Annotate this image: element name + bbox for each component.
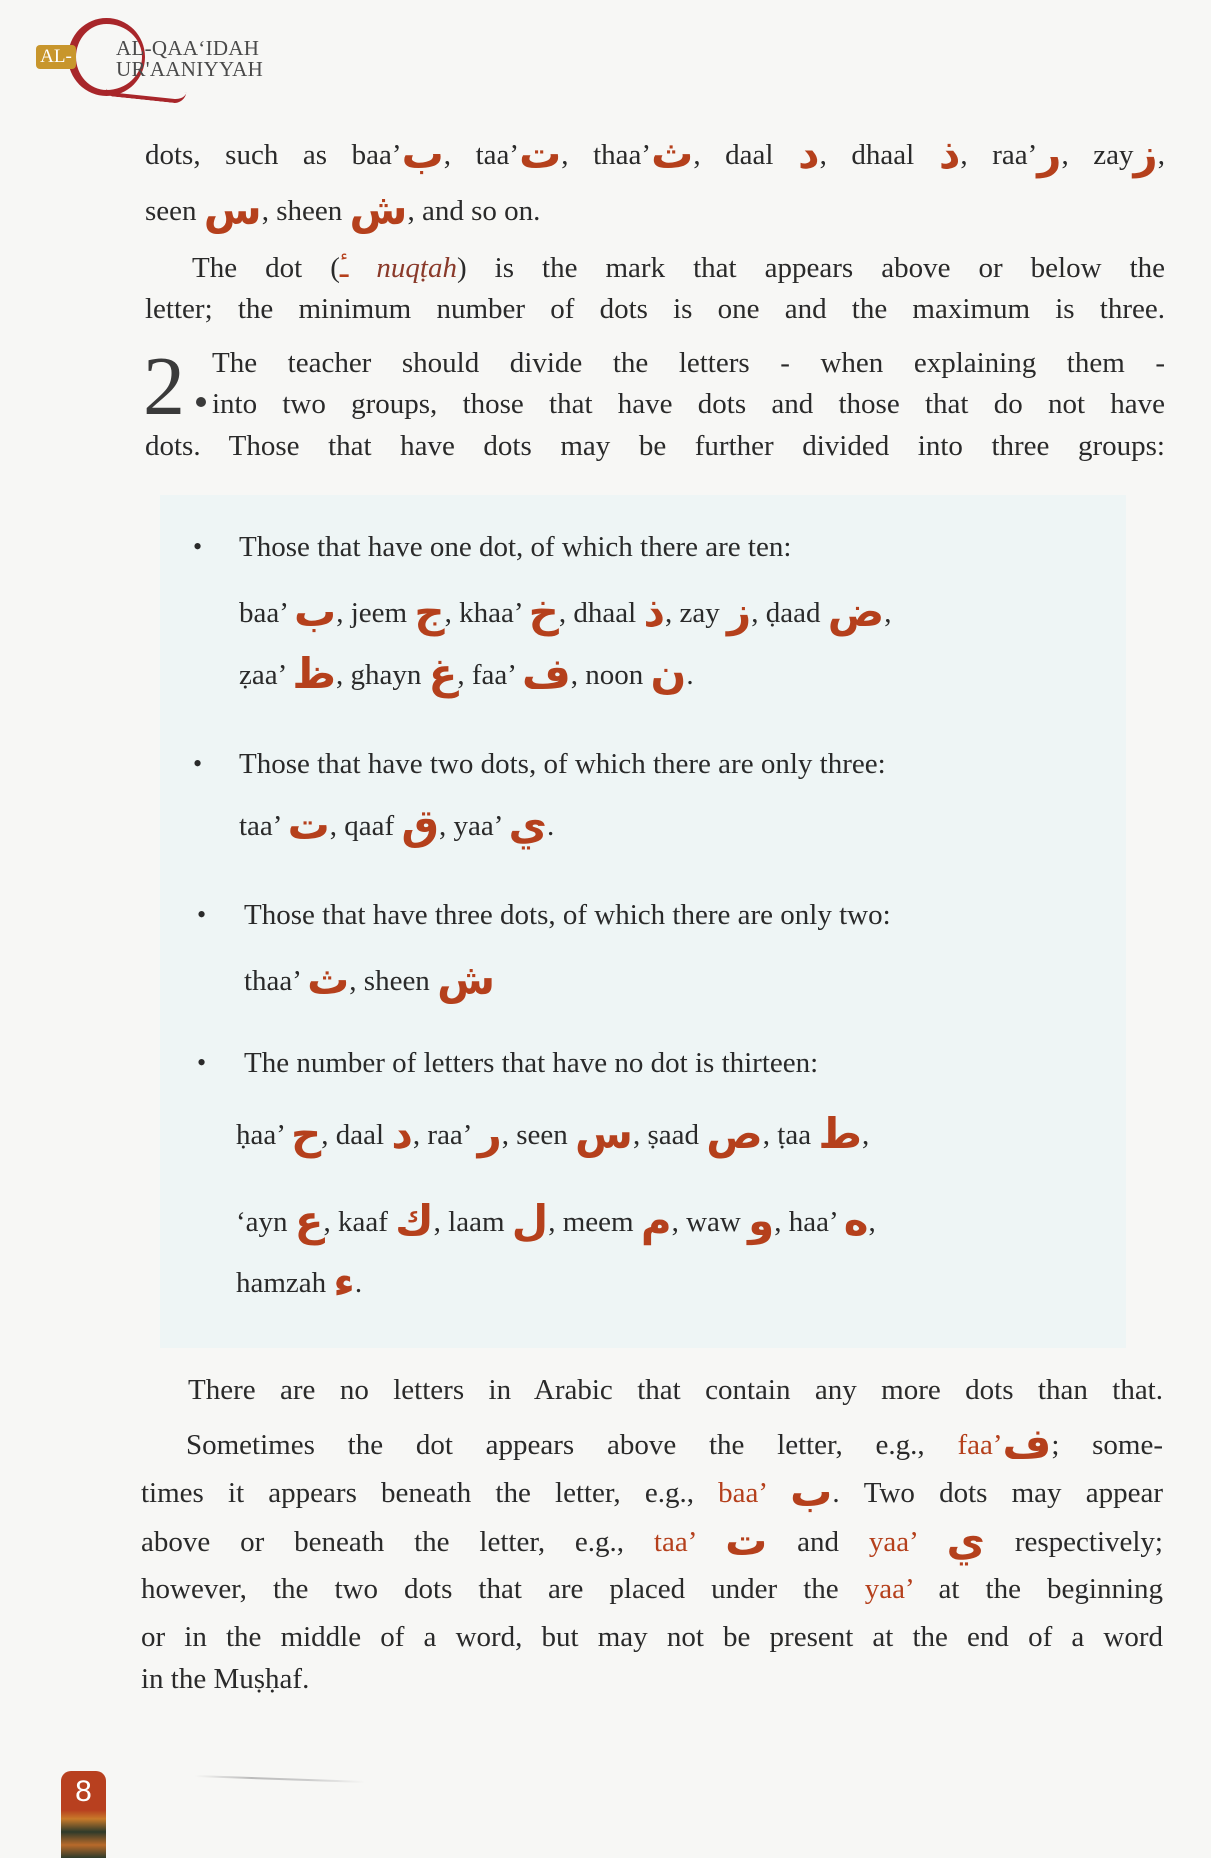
arabic-letter: س	[575, 1109, 633, 1158]
text-run: The teacher should divide the letters - when explaining them -	[212, 347, 1165, 379]
text-run: ,	[1157, 139, 1165, 171]
arabic-letter: ح	[291, 1109, 322, 1158]
text-run: hamzah	[236, 1267, 334, 1299]
arabic-letter: ت	[519, 129, 562, 178]
arabic-letter: ي	[946, 1516, 985, 1565]
group-heading	[239, 525, 791, 569]
text-run: , jeem	[336, 597, 415, 629]
arabic-letter: ق	[401, 800, 439, 849]
arabic-letter: غ	[428, 649, 458, 698]
text-run: ẓaa’	[239, 659, 293, 691]
arabic-letter: ض	[827, 587, 885, 636]
text-run: letter; the minimum number of dots is one and the maximum is three.	[145, 293, 1165, 325]
letter-line	[236, 1257, 363, 1306]
text-run: ‘ayn	[236, 1206, 295, 1238]
text-run: , sheen	[349, 965, 438, 997]
text-run: , qaaf	[329, 810, 402, 842]
arabic-letter: ت	[725, 1516, 768, 1565]
bullet: •	[197, 900, 207, 929]
text-run: , taa’	[443, 139, 520, 171]
text-run: There are no letters in Arabic that contain any more dots than that.	[188, 1374, 1163, 1406]
text-line	[141, 1615, 1163, 1659]
bullet: •	[197, 1048, 207, 1077]
text-run: . Two dots may appear	[832, 1477, 1163, 1509]
text-run: thaa’	[244, 965, 308, 997]
text-line	[192, 246, 1165, 290]
letter-line	[236, 1109, 870, 1158]
logo-title-line2: UR'AANIYYAH	[116, 57, 264, 81]
logo-title-line1: AL-QAA‘IDAH	[116, 36, 260, 60]
text-run: , and so on.	[407, 195, 541, 227]
text-line	[141, 1467, 1163, 1516]
highlighted-term: faa’	[957, 1429, 1003, 1461]
bullet: •	[193, 749, 203, 778]
arabic-letter: ش	[349, 185, 408, 234]
text-run: taa’	[239, 810, 288, 842]
arabic-letter: ز	[727, 587, 752, 636]
text-run: .	[686, 659, 694, 691]
text-run: dots. Those that have dots may be further divided into three groups:	[145, 430, 1165, 462]
decorative-line	[195, 1775, 365, 1783]
arabic-letter: ج	[414, 587, 445, 636]
logo-badge: AL-	[36, 45, 76, 69]
text-run: ; some-	[1051, 1429, 1163, 1461]
text-run: or in the middle of a word, but may not be present at the end of a word	[141, 1621, 1163, 1653]
text-run: and	[767, 1526, 869, 1558]
text-run: .	[547, 810, 555, 842]
highlighted-term: ـٔ	[339, 252, 377, 284]
arabic-letter: ء	[333, 1257, 355, 1306]
arabic-letter: ف	[1002, 1419, 1052, 1468]
text-run: , yaa’	[439, 810, 509, 842]
text-run: seen	[145, 195, 204, 227]
text-line	[145, 129, 1165, 178]
text-run: , ghayn	[336, 659, 429, 691]
highlighted-term: taa’	[653, 1526, 726, 1558]
text-run: , thaa’	[561, 139, 652, 171]
text-run: Those that have one dot, of which there are ten:	[239, 531, 792, 563]
text-run: however, the two dots that are placed under the	[141, 1573, 865, 1605]
text-run: baa’	[239, 597, 294, 629]
bullet: •	[193, 532, 203, 561]
arabic-letter: س	[203, 185, 262, 234]
arabic-letter: ز	[1133, 129, 1158, 178]
arabic-letter: ب	[401, 129, 444, 178]
arabic-letter: ذ	[643, 587, 666, 636]
arabic-letter: ط	[818, 1109, 862, 1158]
arabic-letter: ل	[511, 1196, 549, 1245]
highlighted-term: yaa’	[868, 1526, 947, 1558]
arabic-letter: ن	[650, 649, 687, 698]
arabic-letter: ب	[790, 1467, 833, 1516]
text-run: , meem	[548, 1206, 641, 1238]
transliterated-term: nuqṭah	[376, 252, 457, 284]
text-run: Sometimes the dot appears above the letter, e.g.,	[186, 1429, 958, 1461]
item-number: 2	[143, 340, 185, 433]
arabic-letter: ي	[508, 800, 547, 849]
arabic-letter: ص	[706, 1109, 763, 1158]
logo-q-tail	[106, 84, 187, 104]
text-run: The number of letters that have no dot is thirteen:	[244, 1047, 819, 1079]
text-run: , khaa’	[444, 597, 529, 629]
text-run: , dhaal	[819, 139, 939, 171]
group-heading	[244, 893, 891, 937]
text-run: , daal	[693, 139, 799, 171]
text-line	[145, 424, 1165, 468]
text-run: , ṣaad	[633, 1119, 707, 1151]
text-run: , seen	[501, 1119, 576, 1151]
letter-line	[239, 649, 694, 698]
text-run: , raa’	[960, 139, 1038, 171]
text-run: in the Muṣḥaf.	[141, 1663, 310, 1695]
text-line	[141, 1567, 1163, 1611]
group-heading	[244, 1041, 818, 1085]
highlighted-term: baa’	[718, 1477, 791, 1509]
text-run: , zay	[665, 597, 728, 629]
text-line	[145, 287, 1165, 331]
text-run: above or beneath the letter, e.g.,	[141, 1526, 654, 1558]
arabic-letter: ك	[395, 1196, 434, 1245]
text-run: dots, such as baa’	[145, 139, 402, 171]
highlighted-term: yaa’	[864, 1573, 913, 1605]
text-run: , ḍaad	[751, 597, 828, 629]
arabic-letter: د	[391, 1109, 413, 1158]
arabic-letter: ب	[294, 587, 337, 636]
arabic-letter: خ	[528, 587, 559, 636]
text-run: times it appears beneath the letter, e.g.,	[141, 1477, 719, 1509]
letter-line	[236, 1196, 876, 1245]
text-run: , laam	[433, 1206, 512, 1238]
text-run: ,	[861, 1119, 870, 1151]
text-run: respectively;	[984, 1526, 1163, 1558]
text-run: ) is the mark that appears above or below the	[456, 252, 1165, 284]
text-run: The dot (	[192, 252, 340, 284]
item-number-dot	[196, 397, 206, 407]
arabic-letter: ث	[651, 129, 694, 178]
book-logo	[28, 10, 328, 105]
text-run: , faa’	[457, 659, 522, 691]
arabic-letter: ف	[521, 649, 571, 698]
arabic-letter: ع	[294, 1196, 324, 1245]
text-run: , ṭaa	[762, 1119, 819, 1151]
arabic-letter: و	[748, 1196, 775, 1245]
text-run: ,	[868, 1206, 876, 1238]
letter-line	[239, 587, 892, 636]
text-run: , waw	[671, 1206, 749, 1238]
page-number: 8	[75, 1775, 92, 1808]
text-run: .	[354, 1267, 363, 1299]
text-run: , sheen	[261, 195, 350, 227]
text-run: , dhaal	[558, 597, 644, 629]
group-heading	[239, 742, 886, 786]
arabic-letter: ت	[287, 800, 330, 849]
text-run: , haa’	[774, 1206, 844, 1238]
arabic-letter: ذ	[938, 129, 961, 178]
text-run: into two groups, those that have dots and those that do not have	[212, 388, 1165, 420]
page-number-badge	[61, 1771, 106, 1858]
text-line	[145, 185, 1165, 234]
text-run: , daal	[321, 1119, 392, 1151]
text-line	[141, 1657, 1163, 1701]
text-line	[212, 382, 1165, 426]
text-run: ḥaa’	[236, 1119, 291, 1151]
arabic-letter: م	[640, 1196, 672, 1245]
arabic-letter: ظ	[292, 649, 336, 698]
arabic-letter: ث	[307, 955, 350, 1004]
text-line	[186, 1419, 1163, 1468]
text-run: , zay	[1061, 139, 1134, 171]
text-run: , kaaf	[323, 1206, 396, 1238]
text-run: , raa’	[412, 1119, 478, 1151]
arabic-letter: ر	[477, 1109, 502, 1158]
text-run: , noon	[570, 659, 651, 691]
text-line	[141, 1516, 1163, 1565]
text-line	[212, 341, 1165, 385]
arabic-letter: ر	[1037, 129, 1062, 178]
letter-line	[244, 955, 496, 1004]
arabic-letter: ش	[437, 955, 496, 1004]
text-run: ,	[884, 597, 892, 629]
text-run: at the beginning	[912, 1573, 1163, 1605]
arabic-letter: د	[798, 129, 820, 178]
arabic-letter: ه	[843, 1196, 869, 1245]
text-run: Those that have two dots, of which there are only three:	[239, 748, 886, 780]
text-run: Those that have three dots, of which there are only two:	[244, 899, 891, 931]
letter-line	[239, 800, 555, 849]
text-line	[188, 1368, 1163, 1412]
